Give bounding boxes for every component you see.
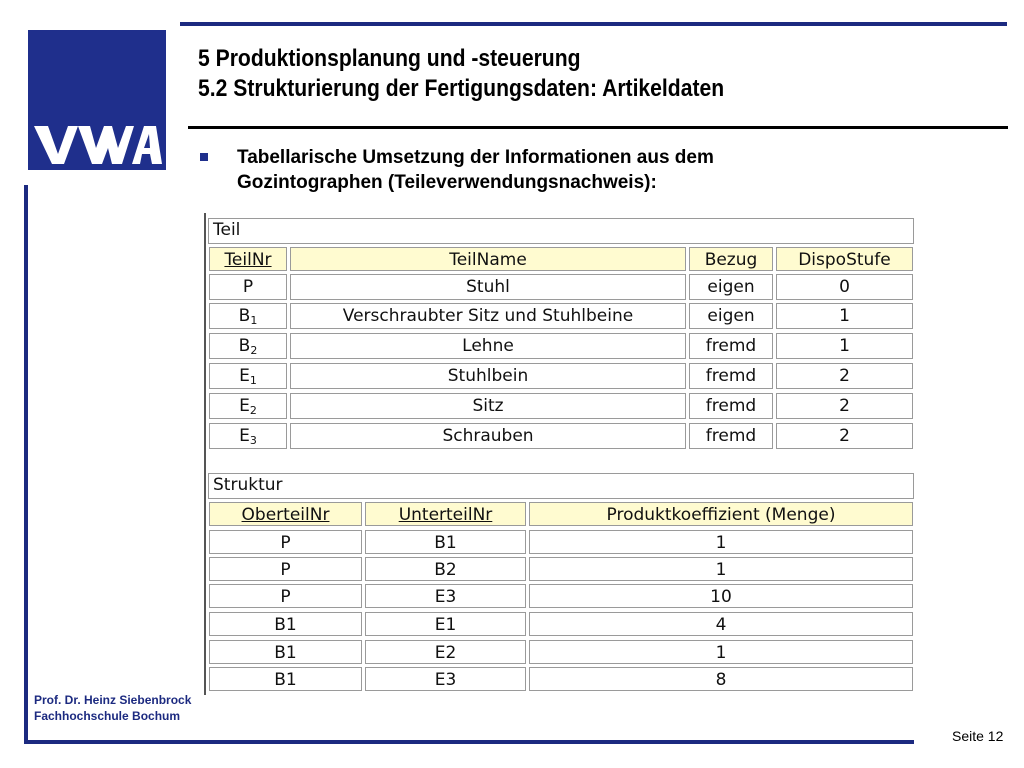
teil-cell-nr: $B_2$ — [209, 333, 287, 359]
teil-cell-bezug: fremd — [689, 423, 773, 449]
struktur-cell-koeff: 10 — [529, 584, 913, 608]
title-line-1: 5 Produktionsplanung und -steuerung — [198, 45, 581, 72]
teil-cell-nr: $B_1$ — [209, 303, 287, 329]
teil-cell-bezug: fremd — [689, 363, 773, 389]
struktur-cell-ober: B1 — [209, 612, 362, 636]
bullet-line-1: Tabellarische Umsetzung der Informationen aus dem — [237, 147, 714, 168]
vwa-logo — [28, 30, 166, 170]
struktur-cell-unter: E2 — [365, 640, 526, 664]
teil-cell-nr: $E_3$ — [209, 423, 287, 449]
top-rule — [180, 22, 1007, 26]
struktur-cell-koeff: 8 — [529, 667, 913, 691]
teil-cell-name: Schrauben — [290, 423, 686, 449]
teil-header-name: TeilName — [290, 247, 686, 271]
struktur-cell-unter: E3 — [365, 667, 526, 691]
bullet-text — [237, 145, 877, 195]
teil-cell-name: Stuhl — [290, 274, 686, 300]
teil-header-bezug: Bezug — [689, 247, 773, 271]
teil-cell-stufe: 1 — [776, 333, 913, 359]
struktur-header-koeff-suffix: (Menge) — [765, 505, 836, 525]
footer-author-block — [34, 692, 191, 724]
teil-cell-stufe: 0 — [776, 274, 913, 300]
bottom-rule — [24, 740, 914, 744]
struktur-cell-ober: P — [209, 557, 362, 581]
teil-cell-name: Verschraubter Sitz und Stuhlbeine — [290, 303, 686, 329]
teil-cell-name: Stuhlbein — [290, 363, 686, 389]
teil-header-stufe: DispoStufe — [776, 247, 913, 271]
struktur-cell-ober: P — [209, 584, 362, 608]
teil-cell-name: Lehne — [290, 333, 686, 359]
struktur-header-koeff: Produktkoeffizient (Menge) — [529, 502, 913, 526]
struktur-cell-ober: B1 — [209, 667, 362, 691]
teil-cell-name: Sitz — [290, 393, 686, 419]
struktur-cell-koeff: 1 — [529, 530, 913, 554]
teil-cell-stufe: 2 — [776, 393, 913, 419]
teil-cell-nr: $E_1$ — [209, 363, 287, 389]
teil-cell-nr: P — [209, 274, 287, 300]
teil-header-nr: TeilNr — [209, 247, 287, 271]
teil-cell-bezug: eigen — [689, 303, 773, 329]
teil-cell-bezug: eigen — [689, 274, 773, 300]
left-rule — [24, 185, 28, 743]
teil-cell-bezug: fremd — [689, 393, 773, 419]
title-line-2: 5.2 Strukturierung der Fertigungsdaten: Artikeldaten — [198, 75, 725, 102]
teil-cell-stufe: 2 — [776, 423, 913, 449]
title-underline — [188, 126, 1008, 129]
struktur-header-unter: UnterteilNr — [365, 502, 526, 526]
struktur-cell-koeff: 1 — [529, 557, 913, 581]
page-number: Seite 12 — [952, 728, 1004, 744]
bullet-line-2: Gozintographen (Teileverwendungsnachweis): — [237, 172, 657, 193]
footer-author: Prof. Dr. Heinz Siebenbrock — [34, 693, 192, 707]
struktur-header-ober: OberteilNr — [209, 502, 362, 526]
struktur-cell-ober: B1 — [209, 640, 362, 664]
teil-cell-stufe: 2 — [776, 363, 913, 389]
vwa-logo-mark — [28, 30, 166, 170]
struktur-cell-unter: B2 — [365, 557, 526, 581]
struktur-cell-unter: E1 — [365, 612, 526, 636]
teil-table-caption: Teil — [208, 218, 914, 244]
teil-cell-stufe: 1 — [776, 303, 913, 329]
struktur-cell-koeff: 4 — [529, 612, 913, 636]
struktur-cell-unter: B1 — [365, 530, 526, 554]
struktur-table-caption: Struktur — [208, 473, 914, 499]
bullet-square-icon — [200, 153, 208, 161]
teil-cell-nr: $E_2$ — [209, 393, 287, 419]
struktur-cell-unter: E3 — [365, 584, 526, 608]
footer-institution: Fachhochschule Bochum — [34, 709, 181, 723]
teil-cell-bezug: fremd — [689, 333, 773, 359]
struktur-cell-ober: P — [209, 530, 362, 554]
table-frame-line — [204, 213, 206, 695]
slide-title — [198, 44, 724, 104]
struktur-cell-koeff: 1 — [529, 640, 913, 664]
